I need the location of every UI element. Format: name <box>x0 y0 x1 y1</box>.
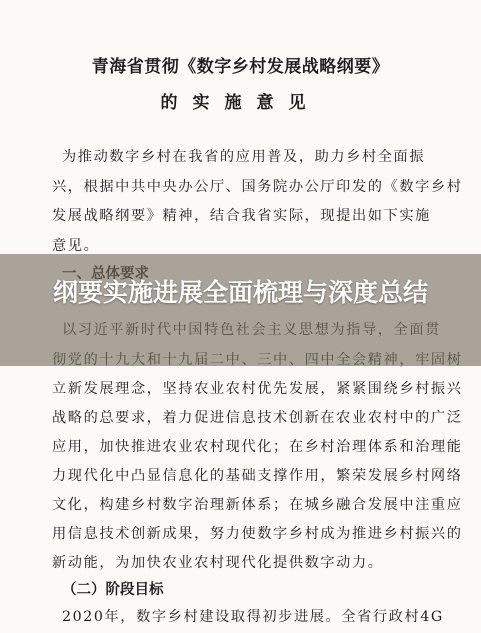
intro-line: 意见。 <box>52 238 100 254</box>
intro-line: 为推动数字乡村在我省的应用普及，助力乡村全面振 <box>62 149 426 165</box>
body-line: 立新发展理念，坚持农业农村优先发展，紧紧围绕乡村振兴 <box>52 381 463 397</box>
overlay-banner-text: 纲要实施进展全面梳理与深度总结 <box>52 278 428 307</box>
body-line: 用信息技术创新成果，努力使数字乡村成为推进乡村振兴的 <box>52 526 463 542</box>
document-subtitle: 的实施意见 <box>160 93 321 113</box>
intro-line: 发展战略纲要》精神，结合我省实际，现提出如下实施 <box>52 208 431 224</box>
body-line: 应用，加快推进农业农村现代化；在乡村治理体系和治理能 <box>52 439 463 455</box>
overlay-banner <box>0 254 481 366</box>
document-title: 青海省贯彻《数字乡村发展战略纲要》 <box>91 57 390 77</box>
intro-line: 兴，根据中共中央办公厅、国务院办公厅印发的《数字乡村 <box>52 179 463 195</box>
body-line: 新动能，为加快农业农村现代化提供数字动力。 <box>52 555 384 571</box>
body-line: 战略的总要求，着力促进信息技术创新在农业农村中的广泛 <box>52 410 463 426</box>
body-line: 文化，构建乡村数字治理新体系；在城乡融合发展中注重应 <box>52 497 463 513</box>
body-line: 力现代化中凸显信息化的基础支撑作用，繁荣发展乡村网络 <box>52 468 463 484</box>
section-heading: （二）阶段目标 <box>62 582 164 598</box>
body-line: 2020年，数字乡村建设取得初步进展。全省行政村4G <box>62 609 444 625</box>
